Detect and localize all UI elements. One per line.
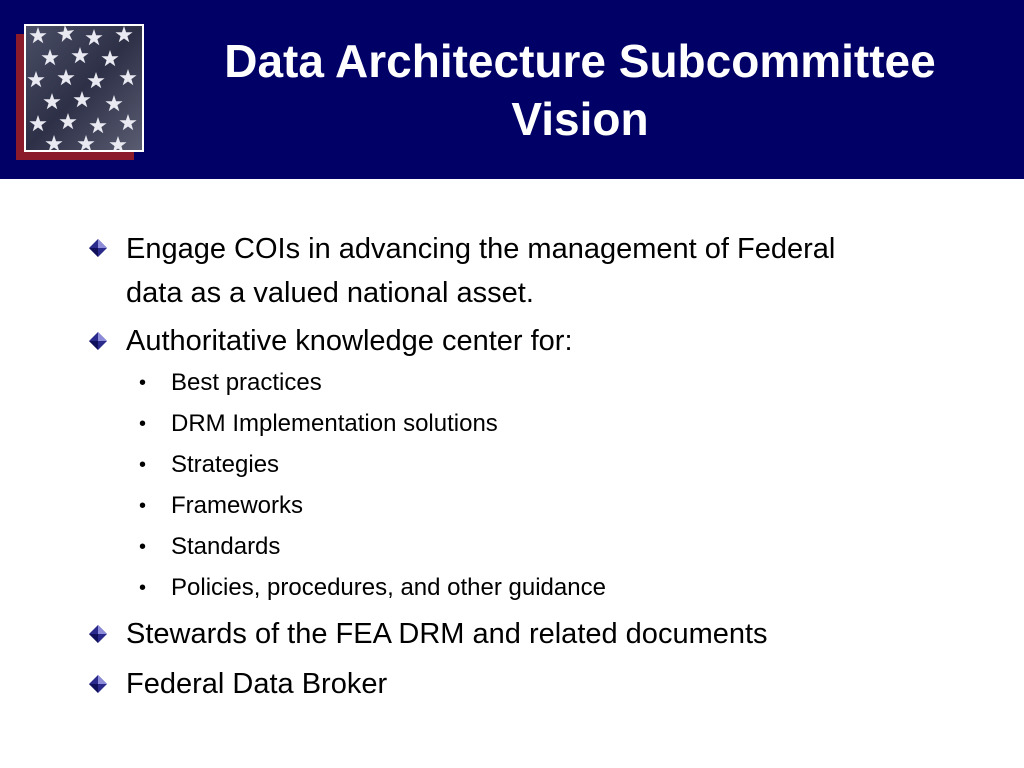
subitem-marker: • [139,372,147,394]
subitem-policies: Policies, procedures, and other guidance [171,574,606,601]
subitem-strategies: Strategies [171,451,280,478]
subitem-best-practices: Best practices [171,369,322,396]
subitem-marker: • [139,495,147,517]
subitem-marker: • [139,454,147,476]
subitem-marker: • [139,577,147,599]
diamond-bullet-icon [88,238,108,258]
bullet-item-1-line1: Engage COIs in advancing the management of Federal [126,233,836,265]
diamond-bullet-icon [88,624,108,644]
slide-title-line2: Vision [511,93,649,145]
subitem-drm-implementation: DRM Implementation solutions [171,410,498,437]
subitem-marker: • [139,536,147,558]
bullet-item-3: Stewards of the FEA DRM and related documents [126,618,768,650]
subitem-marker: • [139,413,147,435]
diamond-bullet-icon [88,331,108,351]
bullet-item-2: Authoritative knowledge center for: [126,325,573,357]
diamond-bullet-icon [88,674,108,694]
bullet-item-1 [126,227,986,315]
bullet-item-4: Federal Data Broker [126,668,388,700]
bullet-item-1-line2: data as a valued national asset. [126,277,534,309]
subitem-standards: Standards [171,533,281,560]
slide-title-line1: Data Architecture Subcommittee [224,35,936,87]
subitem-frameworks: Frameworks [171,492,304,519]
